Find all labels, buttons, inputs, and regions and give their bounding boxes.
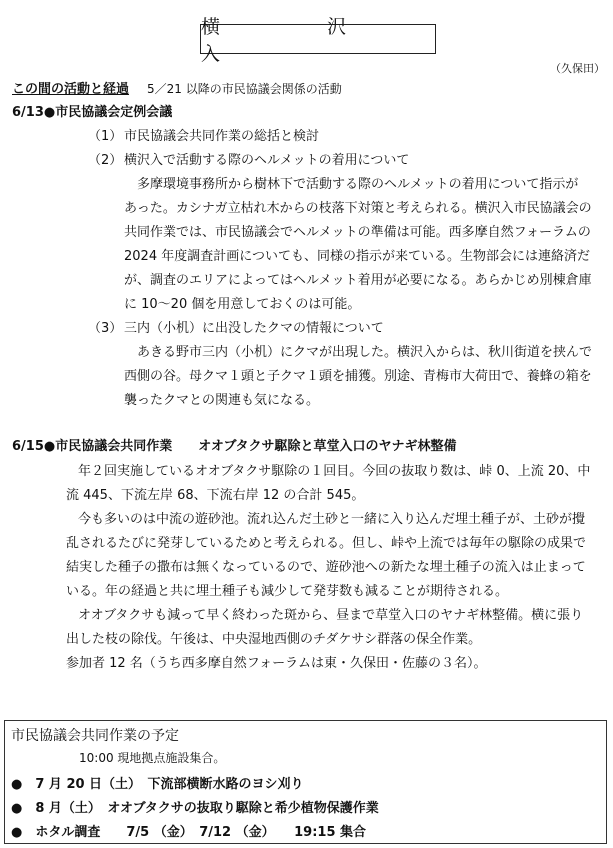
schedule-item: ● ホタル調査 7/5 （金） 7/12 （金） 19:15 集合 [11, 825, 367, 840]
meeting2-body-line: 結実した種子の撒布は無くなっているので、遊砂池への新たな埋土種子の流入は止まって [66, 560, 586, 575]
schedule-box [4, 720, 607, 844]
meeting1-item2-num: （2） [88, 153, 123, 168]
meeting2-body-line: 流 445、下流左岸 68、下流右岸 12 の合計 545。 [66, 488, 365, 503]
meeting2-body-line: 今も多いのは中流の遊砂池。流れ込んだ土砂と一緒に入り込んだ埋土種子が、土砂が攪 [78, 512, 586, 527]
item3-body-line: あきる野市三内（小机）にクマが出現した。横沢入からは、秋川街道を挟んで [137, 345, 593, 360]
schedule-title: 市民協議会共同作業の予定 [11, 728, 179, 744]
item2-body-line: 2024 年度調査計画についても、同様の指示が来ている。生物部会には連絡済だ [124, 249, 590, 264]
meeting2-body-line: 乱されるたびに発芽しているためと考えられる。但し、峠や上流では毎年の駆除の成果で [66, 536, 587, 551]
section-heading [12, 78, 342, 97]
item2-body-line: あった。カシナガ立枯れ木からの枝落下対策と考えられる。横沢入市民協議会の [124, 201, 592, 216]
meeting2-body-line: 年２回実施しているオオブタクサ駆除の１回目。今回の抜取り数は、峠 0、上流 20、中 [78, 464, 591, 479]
meeting1-item3-label: 三内（小机）に出没したクマの情報について [124, 321, 384, 336]
item2-body-line: 多摩環境事務所から樹林下で活動する際のヘルメットの着用について指示が [137, 177, 579, 192]
meeting2-body-line: オオブタクサも減って早く終わった斑から、昼まで草堂入口のヤナギ林整備。横に張り [78, 608, 584, 623]
section-subheading: 5／21 以降の市民協議会関係の活動 [147, 82, 342, 96]
meeting2-body-line: 出した枝の除伐。午後は、中央湿地西側のチダケサシ群落の保全作業。 [66, 632, 482, 647]
schedule-assembly: 10:00 現地拠点施設集合。 [79, 751, 226, 765]
document-title-box [200, 16, 454, 65]
schedule-item: ● 8 月（土） オオブタクサの抜取り駆除と希少植物保護作業 [11, 801, 379, 816]
item2-body-line: が、調査のエリアによってはヘルメット着用が必要になる。あらかじめ別棟倉庫 [124, 273, 592, 288]
item3-body-line: 西側の谷。母クマ１頭と子クマ１頭を捕獲。別途、青梅市大荷田で、養蜂の箱を [124, 369, 592, 384]
meeting1-heading: 6/13●市民協議会定例会議 [12, 105, 173, 120]
meeting2-body-line: 参加者 12 名（うち西多摩自然フォーラムは東・久保田・佐藤の３名）。 [66, 656, 487, 671]
item2-body-line: 共同作業では、市民協議会でヘルメットの準備は可能。西多摩自然フォーラムの [124, 225, 591, 240]
meeting1-item1-num: （1） [88, 129, 123, 144]
meeting1-item1-label: 市民協議会共同作業の総括と検討 [124, 129, 320, 144]
meeting2-heading: 6/15●市民協議会共同作業 オオブタクサ駆除と草堂入口のヤナギ林整備 [12, 439, 457, 454]
section-heading-title: この間の活動と経過 [12, 82, 130, 97]
item2-body-line: に 10～20 個を用意しておくのは可能。 [124, 297, 361, 312]
schedule-item: ● 7 月 20 日（土） 下流部横断水路のヨシ刈り [11, 777, 304, 792]
document-title: 横 沢 入 [201, 16, 454, 65]
item3-body-line: 襲ったクマとの関連も気になる。 [124, 393, 320, 408]
author: （久保田） [550, 62, 605, 75]
meeting2-body-line: いる。年の経過と共に埋土種子も減少して発芽数も減ることが期待される。 [66, 584, 509, 599]
meeting1-item2-label: 横沢入で活動する際のヘルメットの着用について [124, 153, 410, 168]
meeting1-item3-num: （3） [88, 321, 123, 336]
